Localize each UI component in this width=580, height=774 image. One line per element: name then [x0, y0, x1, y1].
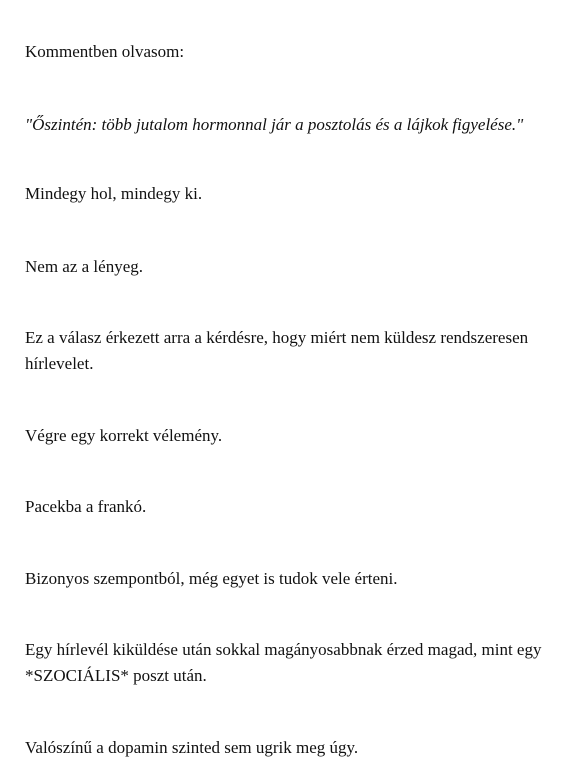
paragraph-3: Mindegy hol, mindegy ki. — [25, 184, 203, 203]
paragraph-intro: Kommentben olvasom: — [25, 42, 185, 61]
paragraph-quote: "Őszintén: több jutalom hormonnal jár a posztolás és a lájkok figyelése." — [25, 115, 524, 134]
paragraph-7: Pacekba a frankó. — [25, 497, 147, 516]
paragraph-4: Nem az a lényeg. — [25, 257, 143, 276]
paragraph-5: Ez a válasz érkezett arra a kérdésre, hogy miért nem küldesz rendszeresen hírlevelet. — [25, 328, 529, 373]
paragraph-6: Végre egy korrekt vélemény. — [25, 426, 223, 445]
paragraph-9: Egy hírlevél kiküldése után sokkal magányosabbnak érzed magad, mint egy *SZOCIÁLIS* poszt után. — [25, 640, 542, 685]
paragraph-8: Bizonyos szempontból, még egyet is tudok vele érteni. — [25, 569, 398, 588]
paragraph-10: Valószínű a dopamin szinted sem ugrik meg úgy. — [25, 738, 359, 757]
